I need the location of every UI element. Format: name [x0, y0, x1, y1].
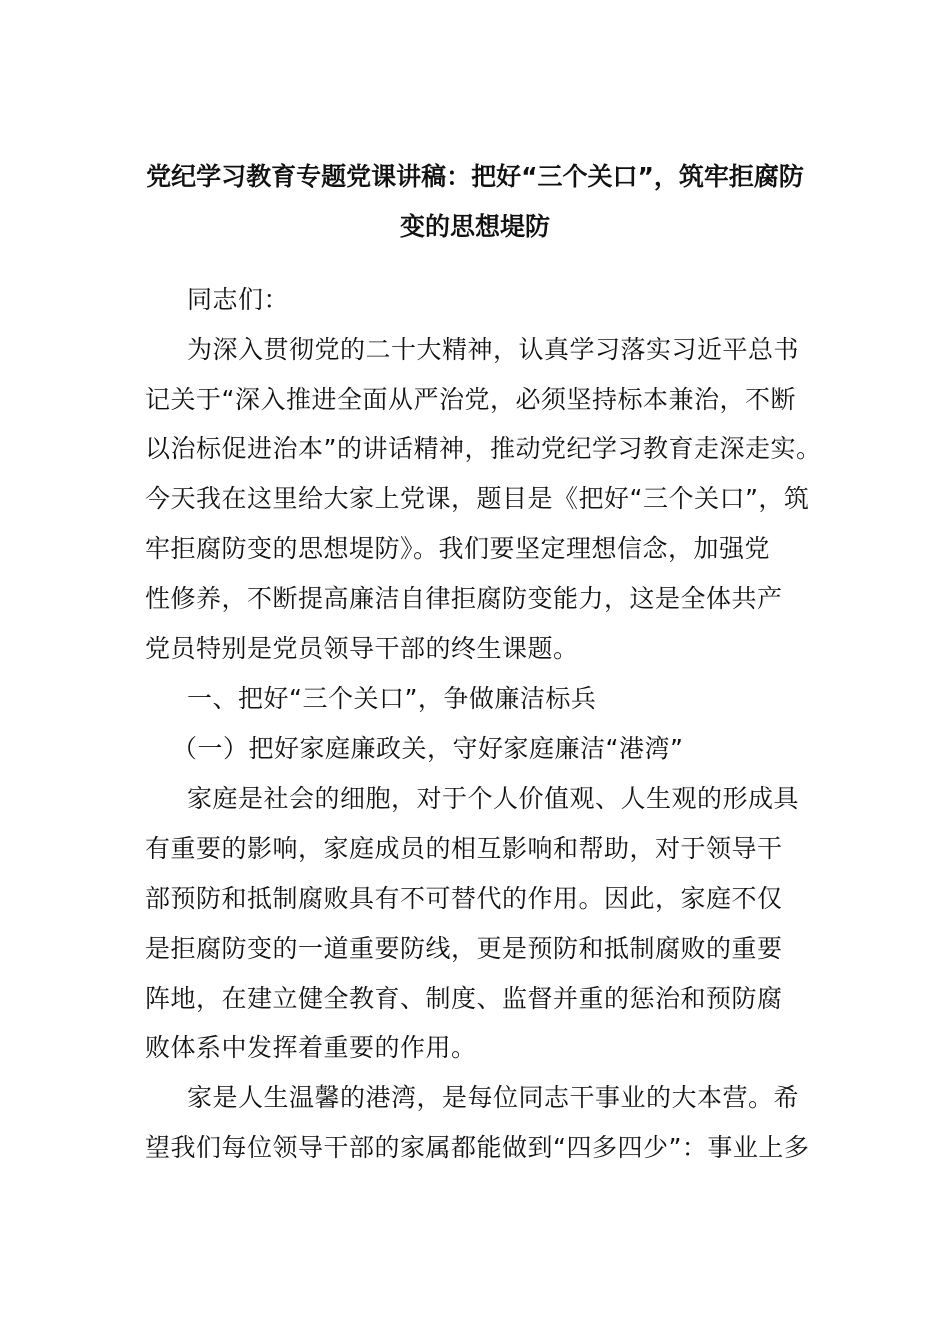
salutation: 同志们： [187, 285, 290, 314]
paragraph-line: 望我们每位领导干部的家属都能做到“四多四少”：事业上多 [145, 1133, 810, 1162]
paragraph-line: 为深入贯彻党的二十大精神，认真学习落实习近平总书 [187, 335, 800, 364]
paragraph-line: 以治标促进治本”的讲话精神，推动党纪学习教育走深走实。 [145, 434, 822, 463]
paragraph-line: 性修养，不断提高廉洁自律拒腐防变能力，这是全体共产 [145, 584, 783, 613]
section-heading: 一、把好“三个关口”，争做廉洁标兵 [187, 684, 597, 713]
document-title-line-1: 党纪学习教育专题党课讲稿：把好“三个关口”，筑牢拒腐防 [146, 162, 804, 191]
paragraph-line: 家庭是社会的细胞，对于个人价值观、人生观的形成具 [187, 784, 800, 813]
document-title-line-2: 变的思想堤防 [399, 212, 550, 241]
paragraph-line: 家是人生温馨的港湾，是每位同志干事业的大本营。希 [187, 1083, 800, 1112]
paragraph-line: 党员特别是党员领导干部的终生课题。 [145, 634, 579, 663]
paragraph-line: 今天我在这里给大家上党课，题目是《把好“三个关口”，筑 [145, 484, 810, 513]
paragraph-line: 牢拒腐防变的思想堤防》。我们要坚定理想信念，加强党 [145, 534, 771, 563]
paragraph-line: 败体系中发挥着重要的作用。 [145, 1033, 477, 1062]
paragraph-line: 有重要的影响，家庭成员的相互影响和帮助，对于领导干 [145, 834, 783, 863]
subsection-heading: （一）把好家庭廉政关，守好家庭廉洁“港湾” [172, 734, 684, 763]
paragraph-line: 记关于“深入推进全面从严治党，必须坚持标本兼治，不断 [145, 385, 796, 414]
paragraph-line: 阵地，在建立健全教育、制度、监督并重的惩治和预防腐 [145, 984, 783, 1013]
paragraph-line: 部预防和抵制腐败具有不可替代的作用。因此，家庭不仅 [145, 884, 783, 913]
paragraph-line: 是拒腐防变的一道重要防线，更是预防和抵制腐败的重要 [145, 934, 783, 963]
